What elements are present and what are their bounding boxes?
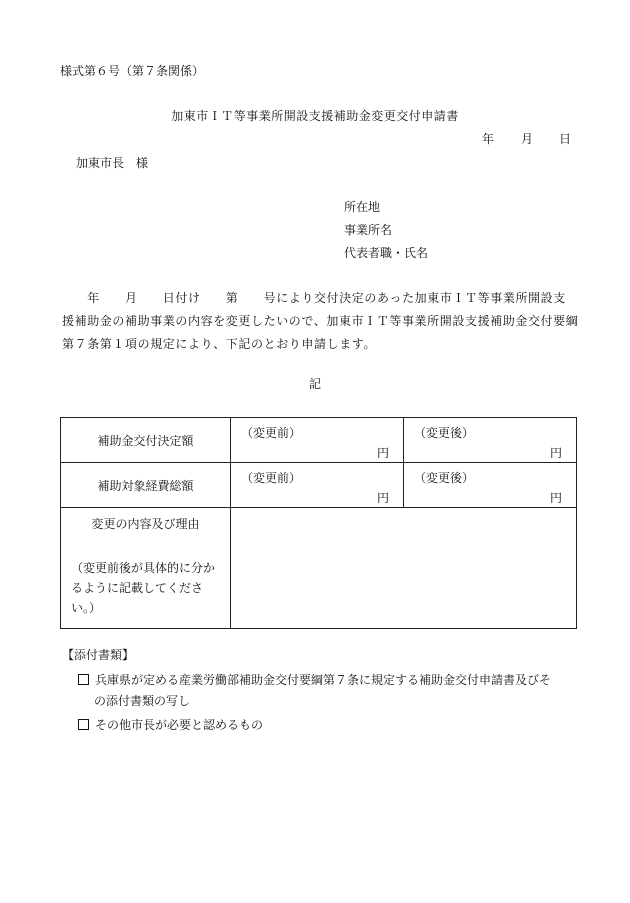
attachment-item-2 bbox=[78, 717, 263, 733]
applicant-address-label: 所在地 bbox=[344, 200, 381, 214]
yen-unit: 円 bbox=[376, 446, 389, 460]
change-reason-label: 変更の内容及び理由 bbox=[91, 517, 200, 531]
date-year: 年 bbox=[482, 132, 495, 146]
table-row bbox=[61, 508, 577, 629]
eligible-expense-label: 補助対象経費総額 bbox=[61, 463, 231, 508]
page-title: 加東市ＩＴ等事業所開設支援補助金変更交付申請書 bbox=[171, 109, 459, 123]
eligible-expense-after-cell[interactable] bbox=[404, 463, 577, 508]
table-row bbox=[61, 463, 577, 508]
yen-unit: 円 bbox=[376, 491, 389, 505]
checkbox-icon[interactable] bbox=[78, 674, 89, 685]
after-tag: （変更後） bbox=[414, 426, 475, 440]
attachments-heading: 【添付書類】 bbox=[62, 648, 135, 662]
ki-heading: 記 bbox=[308, 377, 321, 391]
after-tag: （変更後） bbox=[414, 471, 475, 485]
application-table bbox=[60, 417, 577, 629]
yen-unit: 円 bbox=[549, 491, 562, 505]
grant-amount-label: 補助金交付決定額 bbox=[61, 418, 231, 463]
attachment-item-1-line2: の添付書類の写し bbox=[94, 694, 191, 708]
attachment-item-1 bbox=[78, 672, 551, 688]
before-tag: （変更前） bbox=[241, 471, 302, 485]
change-reason-input[interactable] bbox=[231, 508, 577, 629]
grant-amount-before-cell[interactable] bbox=[231, 418, 404, 463]
before-tag: （変更前） bbox=[241, 426, 302, 440]
body-line-1: 年 月 日付け 第 号により交付決定のあった加東市ＩＴ等事業所開設支 bbox=[62, 291, 566, 305]
date-day: 日 bbox=[559, 132, 572, 146]
grant-amount-after-cell[interactable] bbox=[404, 418, 577, 463]
body-line-2: 援補助金の補助事業の内容を変更したいので、加東市ＩＴ等事業所開設支援補助金交付要綱 bbox=[62, 314, 579, 328]
change-reason-label-cell bbox=[61, 508, 231, 629]
body-line-3: 第７条第１項の規定により、下記のとおり申請します。 bbox=[62, 337, 377, 351]
attachment-item-2-line1: その他市長が必要と認めるもの bbox=[95, 718, 264, 732]
table-row bbox=[61, 418, 577, 463]
checkbox-icon[interactable] bbox=[78, 719, 89, 730]
eligible-expense-before-cell[interactable] bbox=[231, 463, 404, 508]
applicant-office-label: 事業所名 bbox=[344, 223, 393, 237]
attachment-item-1-line1: 兵庫県が定める産業労働部補助金交付要綱第７条に規定する補助金交付申請書及びそ bbox=[95, 673, 552, 687]
yen-unit: 円 bbox=[549, 446, 562, 460]
date-month: 月 bbox=[521, 132, 534, 146]
addressee: 加東市長 様 bbox=[76, 156, 149, 170]
change-reason-note: （変更前後が具体的に分かるように記載してください。） bbox=[71, 561, 216, 615]
form-number: 様式第６号（第７条関係） bbox=[60, 64, 205, 78]
applicant-representative-label: 代表者職・氏名 bbox=[344, 246, 429, 260]
